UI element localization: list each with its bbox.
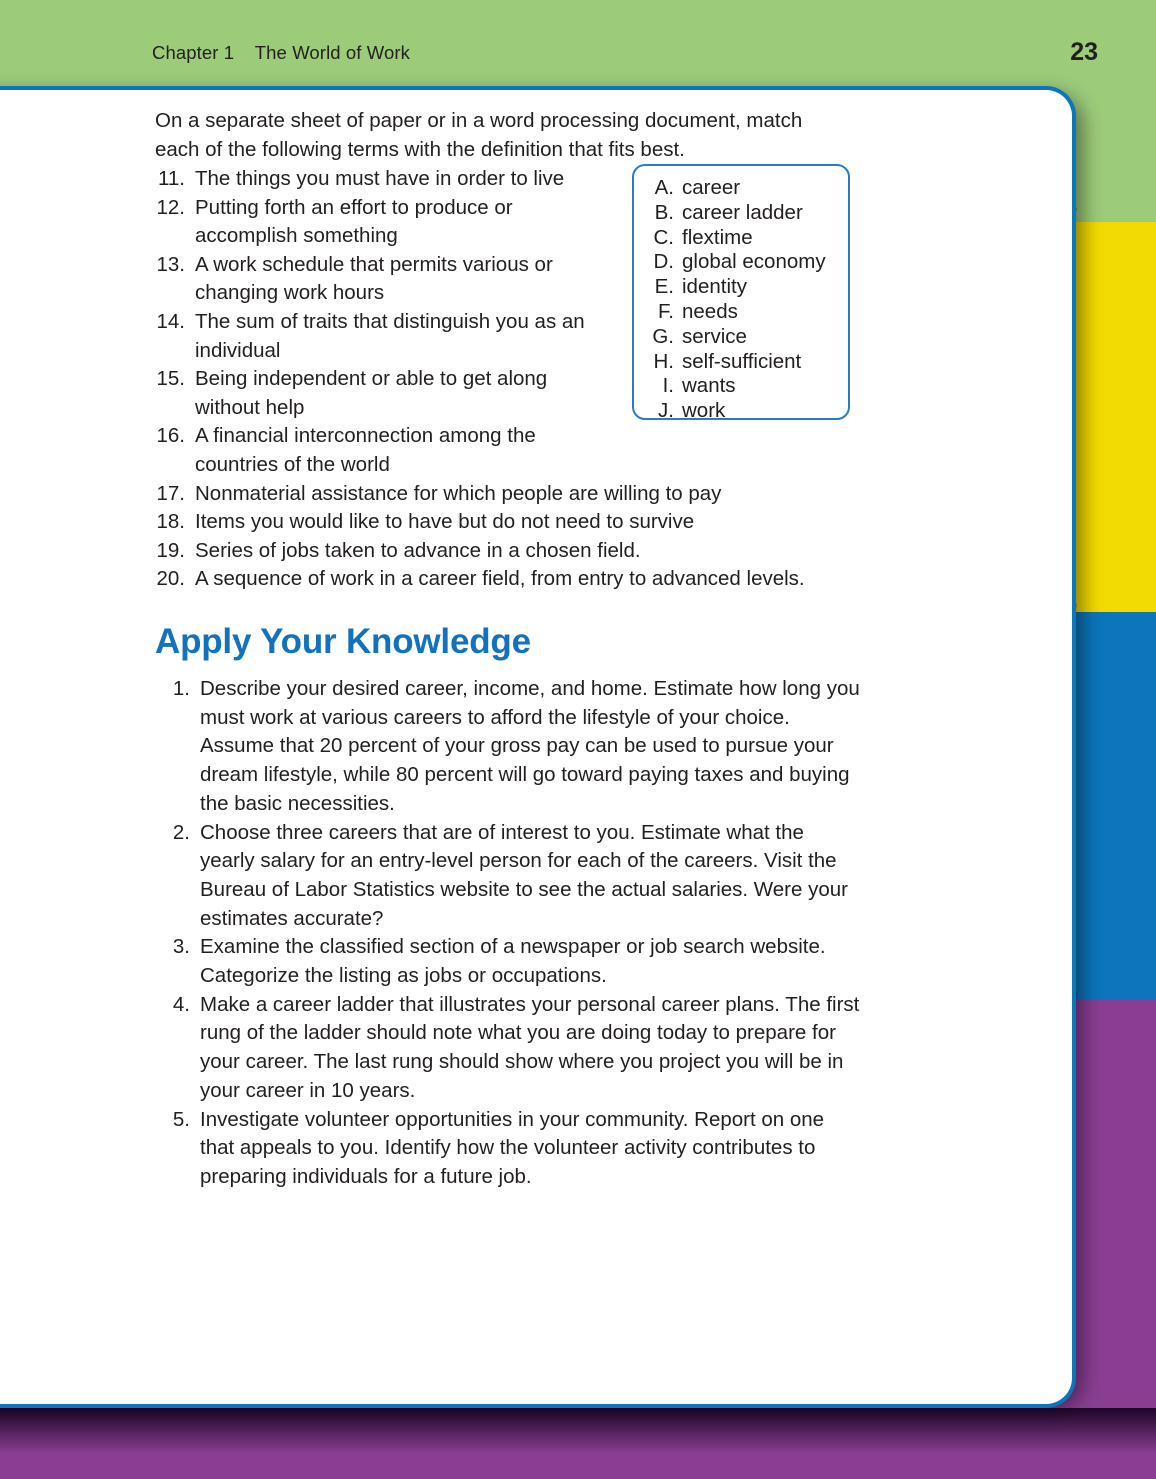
matching-item-number: 11. <box>158 167 185 190</box>
answer-choice <box>634 350 848 375</box>
answer-choice-term: global economy <box>682 250 826 274</box>
apply-item <box>155 1106 861 1192</box>
matching-instructions: On a separate sheet of paper or in a word processing document, match each of the following terms with the definition that fits best. <box>155 109 814 161</box>
answer-choice <box>634 399 848 424</box>
apply-item-number: 3. <box>172 935 190 959</box>
matching-item-number: 20. <box>156 567 185 591</box>
apply-item-text: Make a career ladder that illustrates your personal career plans. The first rung of the ladder should note what you are doing today to prepare for your career. The last rung should show where you project you will be in your career in 10 years. <box>200 992 860 1102</box>
matching-item <box>155 422 855 479</box>
matching-item-text: Nonmaterial assistance for which people are willing to pay <box>195 481 722 505</box>
matching-item-text: The sum of traits that distinguish you as an individual <box>195 309 585 362</box>
answer-choice-letter: H. <box>653 349 674 373</box>
apply-item-text: Investigate volunteer opportunities in your community. Report on one that appeals to you. Identify how the volunteer activity contributes to preparing individuals for a future job. <box>200 1107 825 1188</box>
apply-item-number: 1. <box>172 677 190 700</box>
matching-item-text: A financial interconnection among the countries of the world <box>195 424 536 476</box>
answer-choice-term: career <box>682 176 741 199</box>
answer-choice-letter: C. <box>653 225 674 249</box>
apply-item-text: Describe your desired career, income, and home. Estimate how long you must work at various careers to afford the lifestyle of your choice. Assume that 20 percent of your gross pay can be used to pursue your dream lifestyle, while 80 percent will go toward paying taxes and buying the basic necessities. <box>200 677 860 815</box>
matching-item-number: 19. <box>156 538 185 562</box>
matching-item <box>155 565 855 594</box>
answer-choice <box>634 325 848 350</box>
apply-item <box>155 991 861 1106</box>
answer-choice-term: self-sufficient <box>682 349 802 373</box>
answer-choice <box>634 300 848 325</box>
matching-item <box>155 537 855 566</box>
matching-item-number: 12. <box>156 195 185 219</box>
matching-item-text: Series of jobs taken to advance in a chosen field. <box>195 538 641 562</box>
apply-item-number: 4. <box>172 992 190 1016</box>
matching-item-number: 16. <box>156 424 185 448</box>
answer-choices-box <box>632 164 850 423</box>
matching-item <box>155 480 855 509</box>
answer-choice-term: identity <box>682 275 747 299</box>
matching-item-number: 13. <box>156 252 185 276</box>
apply-item <box>155 675 861 819</box>
answer-choice <box>634 374 848 399</box>
answer-choice-term: flextime <box>682 225 753 249</box>
answer-choice <box>634 250 848 275</box>
matching-item-text: Putting forth an effort to produce or accomplish something <box>195 195 513 248</box>
matching-item-number: 17. <box>156 481 185 505</box>
matching-item-text: A sequence of work in a career field, from entry to advanced levels. <box>195 567 805 591</box>
answer-choice-letter: I. <box>662 374 674 398</box>
apply-item <box>155 933 861 990</box>
matching-item <box>155 508 855 537</box>
apply-your-knowledge-heading: Apply Your Knowledge <box>155 622 531 661</box>
answer-choice-letter: B. <box>654 200 674 224</box>
apply-item <box>155 819 861 934</box>
matching-item-number: 18. <box>156 510 185 534</box>
running-header-chapter: Chapter 1 The World of Work <box>152 42 410 63</box>
page-number: 23 <box>1070 38 1098 66</box>
answer-choice-term: service <box>682 324 747 348</box>
answer-choice-term: wants <box>682 374 736 398</box>
answer-choice-term: work <box>682 399 726 423</box>
answer-choice-letter: F. <box>658 299 674 323</box>
answer-choice <box>634 226 848 251</box>
answer-choice-letter: J. <box>658 399 674 423</box>
apply-item-number: 5. <box>172 1107 190 1131</box>
answer-choice-letter: A. <box>654 176 674 199</box>
apply-item-text: Choose three careers that are of interest to you. Estimate what the yearly salary for an entry-level person for each of the careers. Visit the Bureau of Labor Statistics website to see the actual salaries. Were your estimates accurate? <box>200 820 848 930</box>
answer-choice-letter: G. <box>652 324 674 348</box>
apply-item-text: Examine the classified section of a newspaper or job search website. Categorize the listing as jobs or occupations. <box>200 935 826 988</box>
matching-item-text: The things you must have in order to live <box>195 167 565 190</box>
apply-item-number: 2. <box>172 820 190 844</box>
answer-choice <box>634 201 848 226</box>
answer-choice-letter: D. <box>653 250 674 274</box>
answer-choice <box>634 275 848 300</box>
matching-item-text: Being independent or able to get along without help <box>195 367 548 419</box>
matching-item-number: 14. <box>156 309 185 333</box>
answer-choice <box>634 176 848 201</box>
answer-choice-letter: E. <box>654 275 674 299</box>
matching-item-text: Items you would like to have but do not need to survive <box>195 510 695 534</box>
matching-item-text: A work schedule that permits various or changing work hours <box>195 252 553 305</box>
answer-choice-term: career ladder <box>682 200 803 224</box>
answer-choice-term: needs <box>682 299 738 323</box>
matching-item-number: 15. <box>156 367 185 391</box>
apply-your-knowledge-list <box>155 675 861 1192</box>
